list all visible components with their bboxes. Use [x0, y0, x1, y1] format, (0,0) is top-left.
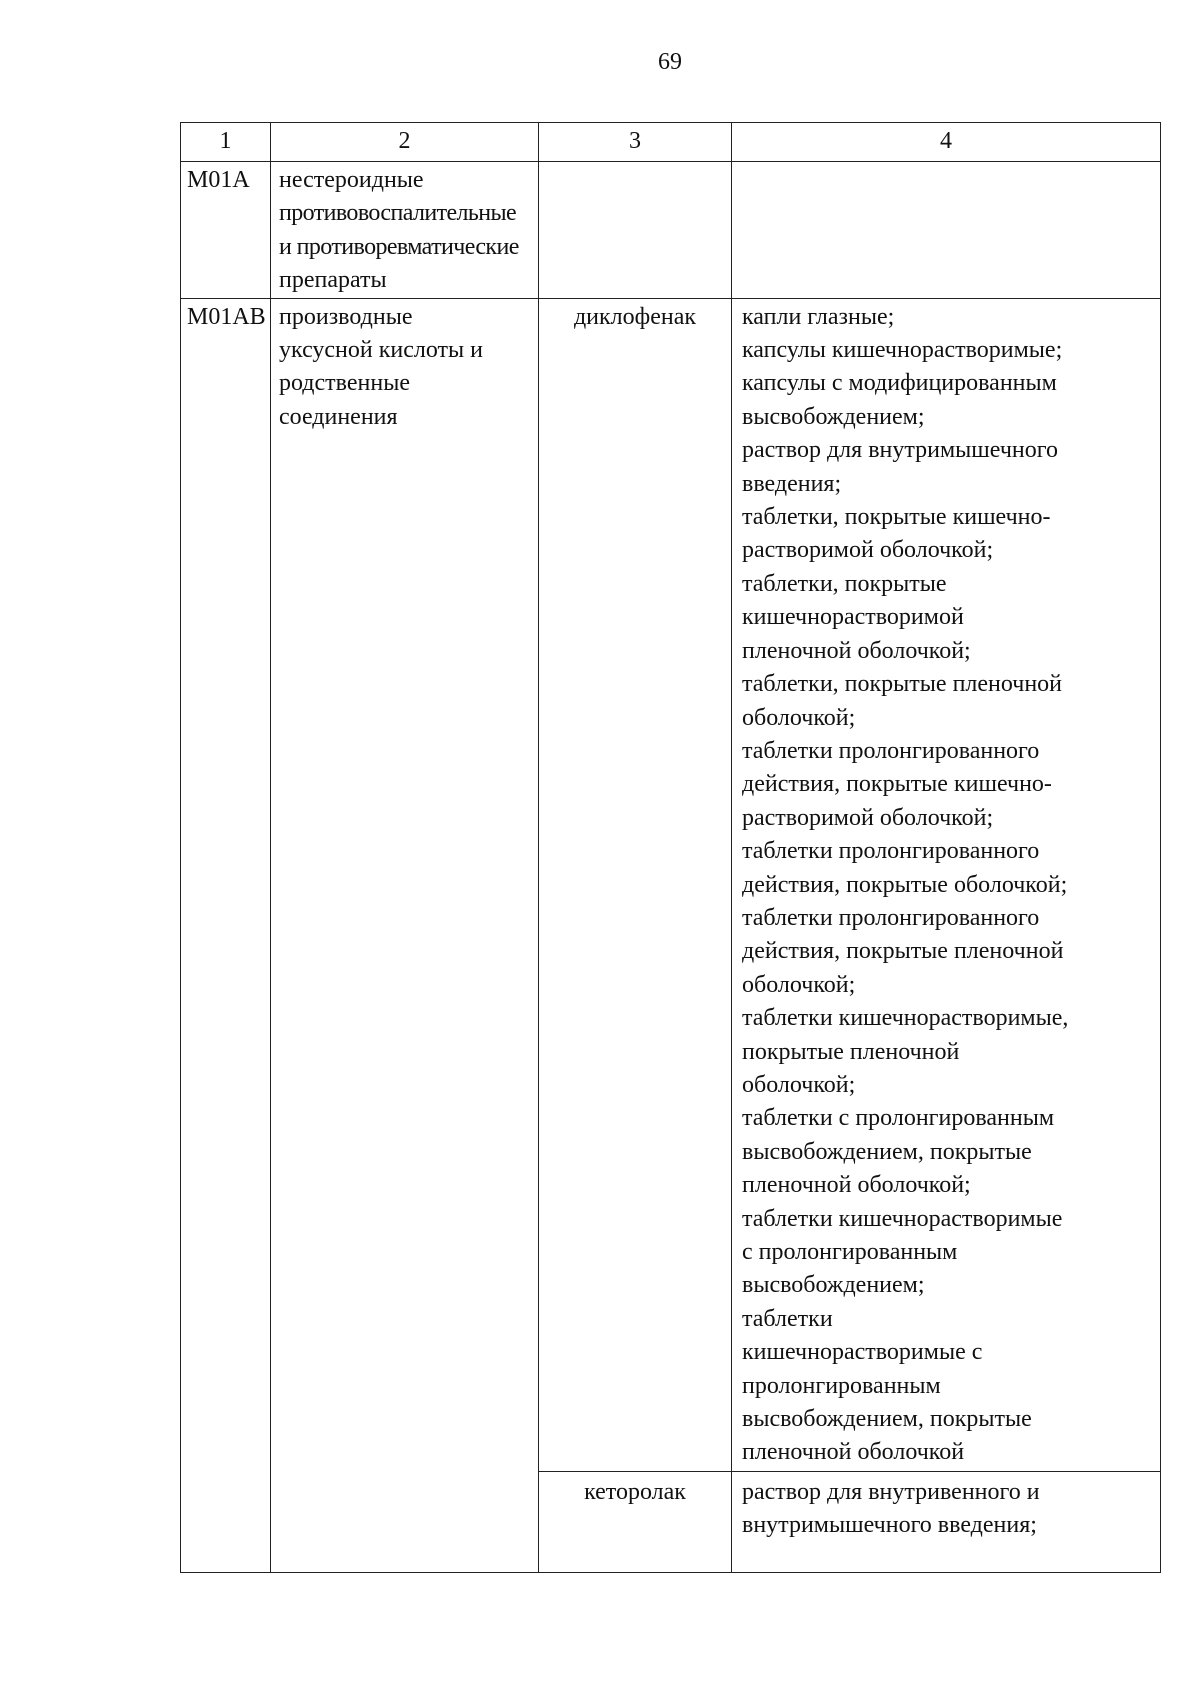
dosage-form-line: таблетки пролонгированного — [742, 838, 1040, 865]
group-line: препараты — [279, 267, 387, 294]
dosage-form-line: таблетки пролонгированного — [742, 737, 1040, 764]
dosage-form-line: таблетки — [742, 1305, 833, 1332]
medication-table — [180, 122, 1161, 1573]
dosage-form-line: высвобождением; — [742, 1272, 925, 1299]
dosage-form-line: действия, покрытые оболочкой; — [742, 871, 1068, 898]
dosage-form-line: введения; — [742, 470, 842, 497]
column-header-4: 4 — [732, 123, 1161, 162]
dosage-form-cell — [732, 162, 1161, 299]
group-line: уксусной кислоты и — [279, 337, 484, 364]
dosage-form-line: капсулы с модифицированным — [742, 370, 1057, 397]
dosage-form-line: внутримышечного введения; — [742, 1512, 1037, 1539]
dosage-form-line: высвобождением, покрытые — [742, 1406, 1032, 1433]
dosage-form-line: таблетки, покрытые кишечно- — [742, 504, 1051, 531]
column-header-1: 1 — [181, 123, 271, 162]
inn-name: кеторолак — [584, 1478, 686, 1505]
atc-code: M01AB — [187, 303, 266, 330]
dosage-form-line: действия, покрытые кишечно- — [742, 771, 1052, 798]
dosage-form-line: высвобождением, покрытые — [742, 1138, 1032, 1165]
atc-code: M01A — [187, 167, 250, 193]
dosage-form-line: таблетки, покрытые — [742, 570, 947, 597]
dosage-form-cell — [732, 298, 1161, 1471]
atc-code-cell — [181, 298, 271, 1572]
dosage-form-cell — [732, 1471, 1161, 1572]
atc-code-cell — [181, 162, 271, 299]
dosage-form-line: кишечнорастворимой — [742, 604, 964, 631]
dosage-form-line: с пролонгированным — [742, 1239, 958, 1265]
dosage-form-line: таблетки кишечнорастворимые — [742, 1205, 1063, 1232]
page-number: 69 — [658, 49, 682, 75]
dosage-form-line: пленочной оболочкой; — [742, 637, 971, 664]
table-row — [181, 298, 1161, 1471]
dosage-form-line: таблетки, покрытые пленочной — [742, 671, 1063, 698]
table-row — [181, 162, 1161, 299]
dosage-form-line: раствор для внутривенного и — [742, 1478, 1040, 1505]
dosage-form-line: пролонгированным — [742, 1372, 941, 1399]
group-line: нестероидные — [279, 167, 424, 193]
dosage-form-line: кишечнорастворимые с — [742, 1339, 983, 1366]
group-line: родственные — [279, 370, 410, 397]
dosage-form-line: капсулы кишечнорастворимые; — [742, 337, 1063, 364]
inn-cell — [539, 1471, 732, 1572]
group-cell — [271, 162, 539, 299]
dosage-form-line: высвобождением; — [742, 403, 925, 430]
table-header-row — [181, 123, 1161, 162]
inn-name: диклофенак — [573, 303, 697, 330]
group-line: и противоревматические — [279, 233, 519, 260]
dosage-form-line: действия, покрытые пленочной — [742, 938, 1064, 965]
dosage-form-line: растворимой оболочкой; — [742, 537, 994, 564]
group-line: противовоспалительные — [279, 200, 517, 227]
group-line: производные — [279, 303, 413, 330]
column-header-3: 3 — [539, 123, 732, 162]
dosage-form-line: покрытые пленочной — [742, 1038, 960, 1065]
inn-cell — [539, 298, 732, 1471]
dosage-form-line: оболочкой; — [742, 704, 856, 731]
dosage-form-line: пленочной оболочкой — [742, 1439, 965, 1466]
dosage-form-line: оболочкой; — [742, 1071, 856, 1098]
column-header-2: 2 — [271, 123, 539, 162]
group-cell — [271, 298, 539, 1572]
dosage-form-line: таблетки пролонгированного — [742, 904, 1040, 931]
inn-cell — [539, 162, 732, 299]
dosage-form-line: оболочкой; — [742, 971, 856, 998]
dosage-form-line: таблетки с пролонгированным — [742, 1105, 1055, 1132]
dosage-form-line: таблетки кишечнорастворимые, — [742, 1005, 1069, 1032]
group-line: соединения — [279, 403, 398, 430]
dosage-form-line: капли глазные; — [742, 303, 895, 330]
dosage-form-line: растворимой оболочкой; — [742, 804, 994, 831]
dosage-form-line: пленочной оболочкой; — [742, 1172, 971, 1199]
dosage-form-line: раствор для внутримышечного — [742, 437, 1058, 464]
